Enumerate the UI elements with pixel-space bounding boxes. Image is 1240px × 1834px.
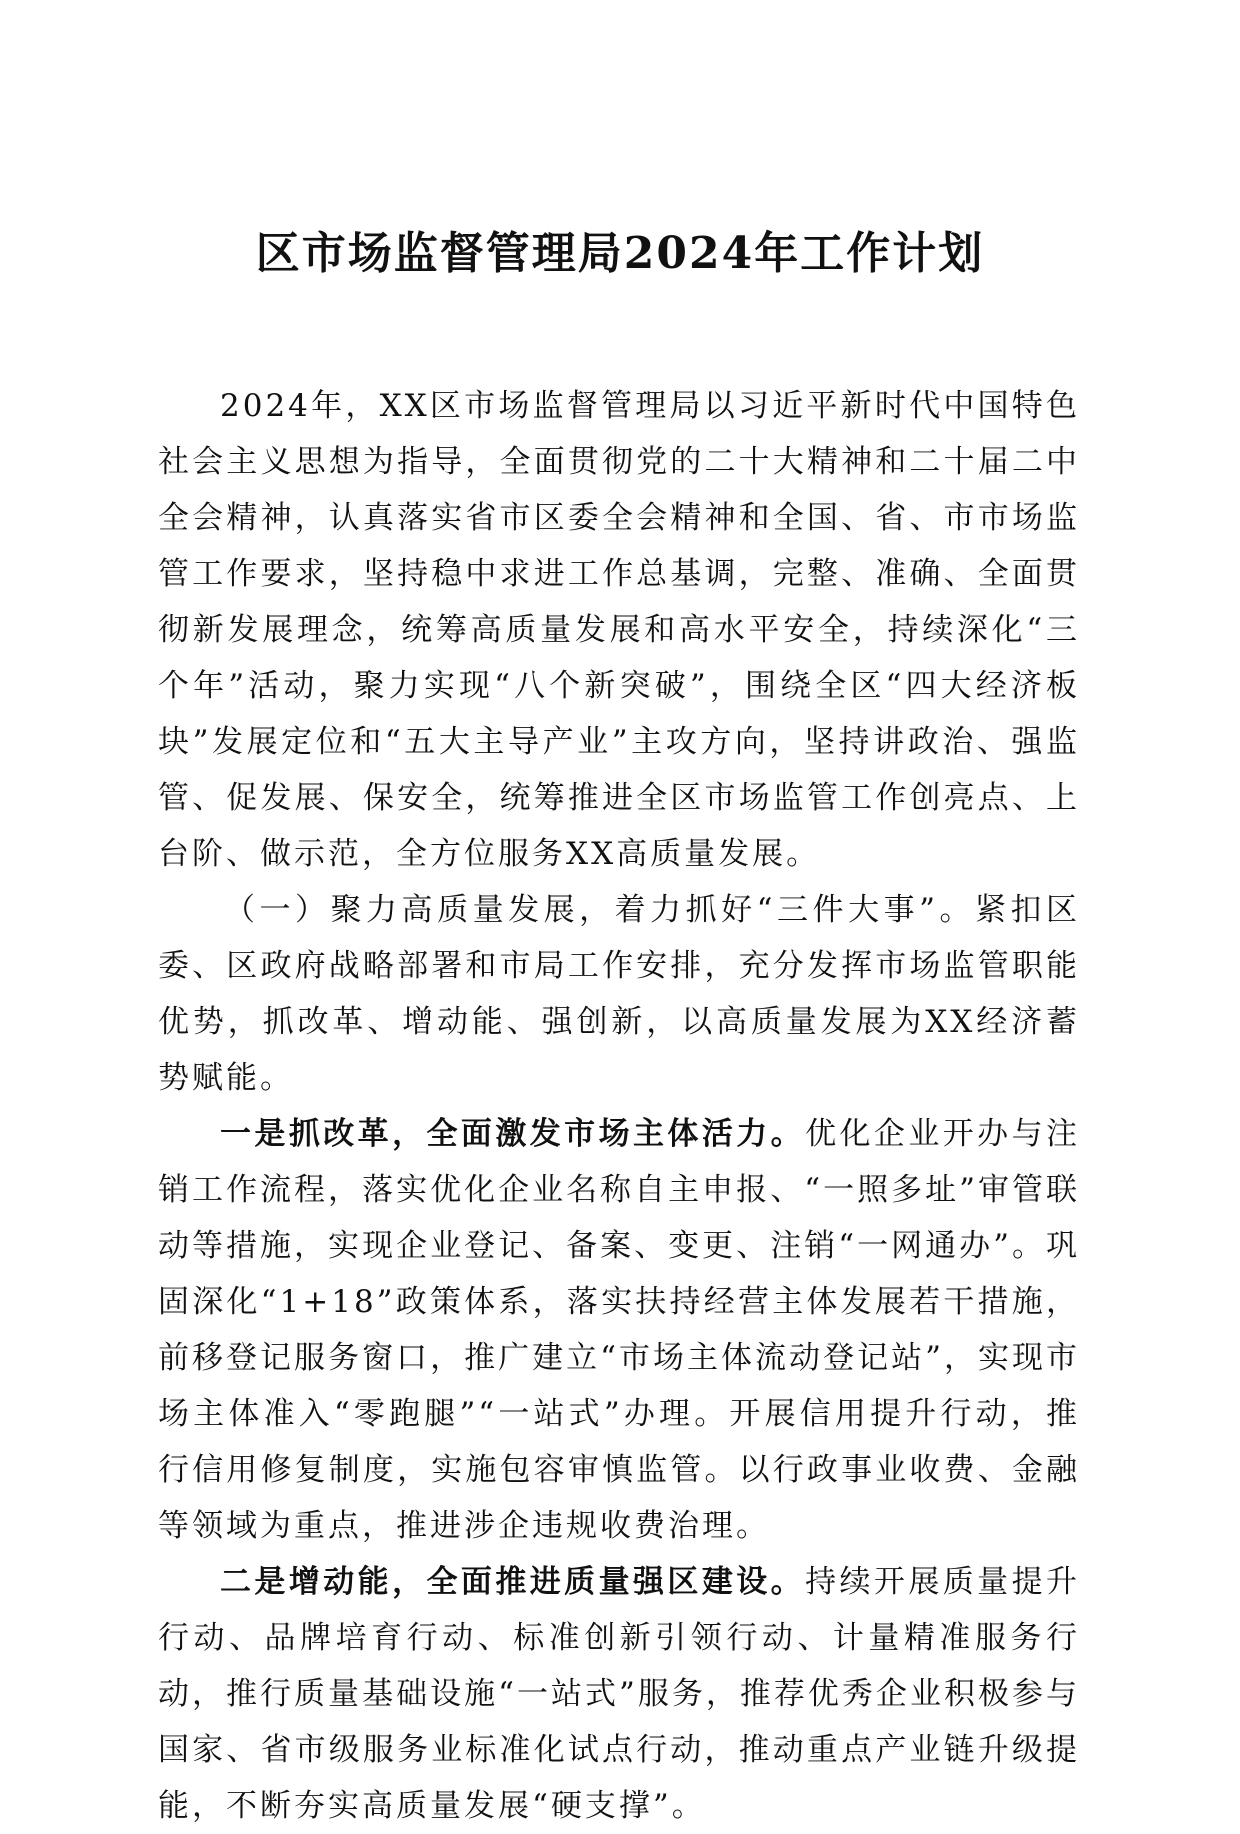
section-1-text: 紧扣区委、区政府战略部署和市局工作安排，充分发挥市场监管职能优势，抓改革、增动能、强创新，以高质量发展为XX经济蓄势赋能。 bbox=[158, 892, 1080, 1096]
section-1-paragraph bbox=[158, 882, 1080, 1106]
item-1-lead: 一是抓改革，全面激发市场主体活力。 bbox=[220, 1116, 806, 1152]
section-1-heading: （一）聚力高质量发展，着力抓好“三件大事”。 bbox=[224, 892, 975, 928]
document-body bbox=[158, 378, 1080, 1834]
document-title: 区市场监督管理局2024年工作计划 bbox=[255, 228, 985, 279]
item-2-paragraph bbox=[158, 1554, 1080, 1834]
intro-paragraph: 2024年，XX区市场监督管理局以习近平新时代中国特色社会主义思想为指导，全面贯彻党的二十大精神和二十届二中全会精神，认真落实省市区委全会精神和全国、省、市市场监管工作要求，坚持稳中求进工作总基调，完整、准确、全面贯彻新发展理念，统筹高质量发展和高水平安全，持续深化“三个年”活动，聚力实现“八个新突破”，围绕全区“四大经济板块”发展定位和“五大主导产业”主攻方向，坚持讲政治、强监管、促发展、保安全，统筹推进全区市场监管工作创亮点、上台阶、做示范，全方位服务XX高质量发展。 bbox=[158, 388, 1080, 872]
item-1-paragraph bbox=[158, 1106, 1080, 1554]
item-2-text: 持续开展质量提升行动、品牌培育行动、标准创新引领行动、计量精准服务行动，推行质量基础设施“一站式”服务，推荐优秀企业积极参与国家、省市级服务业标准化试点行动，推动重点产业链升级提能，不断夯实高质量发展“硬支撑”。 bbox=[158, 1564, 1081, 1824]
item-1-text: 优化企业开办与注销工作流程，落实优化企业名称自主申报、“一照多址”审管联动等措施，实现企业登记、备案、变更、注销“一网通办”。巩固深化“1+18”政策体系，落实扶持经营主体发展若干措施，前移登记服务窗口，推广建立“市场主体流动登记站”，实现市场主体准入“零跑腿”“一站式”办理。开展信用提升行动，推行信用修复制度，实施包容审慎监管。以行政事业收费、金融等领域为重点，推进涉企违规收费治理。 bbox=[158, 1116, 1081, 1544]
item-2-lead: 二是增动能，全面推进质量强区建设。 bbox=[220, 1564, 806, 1600]
